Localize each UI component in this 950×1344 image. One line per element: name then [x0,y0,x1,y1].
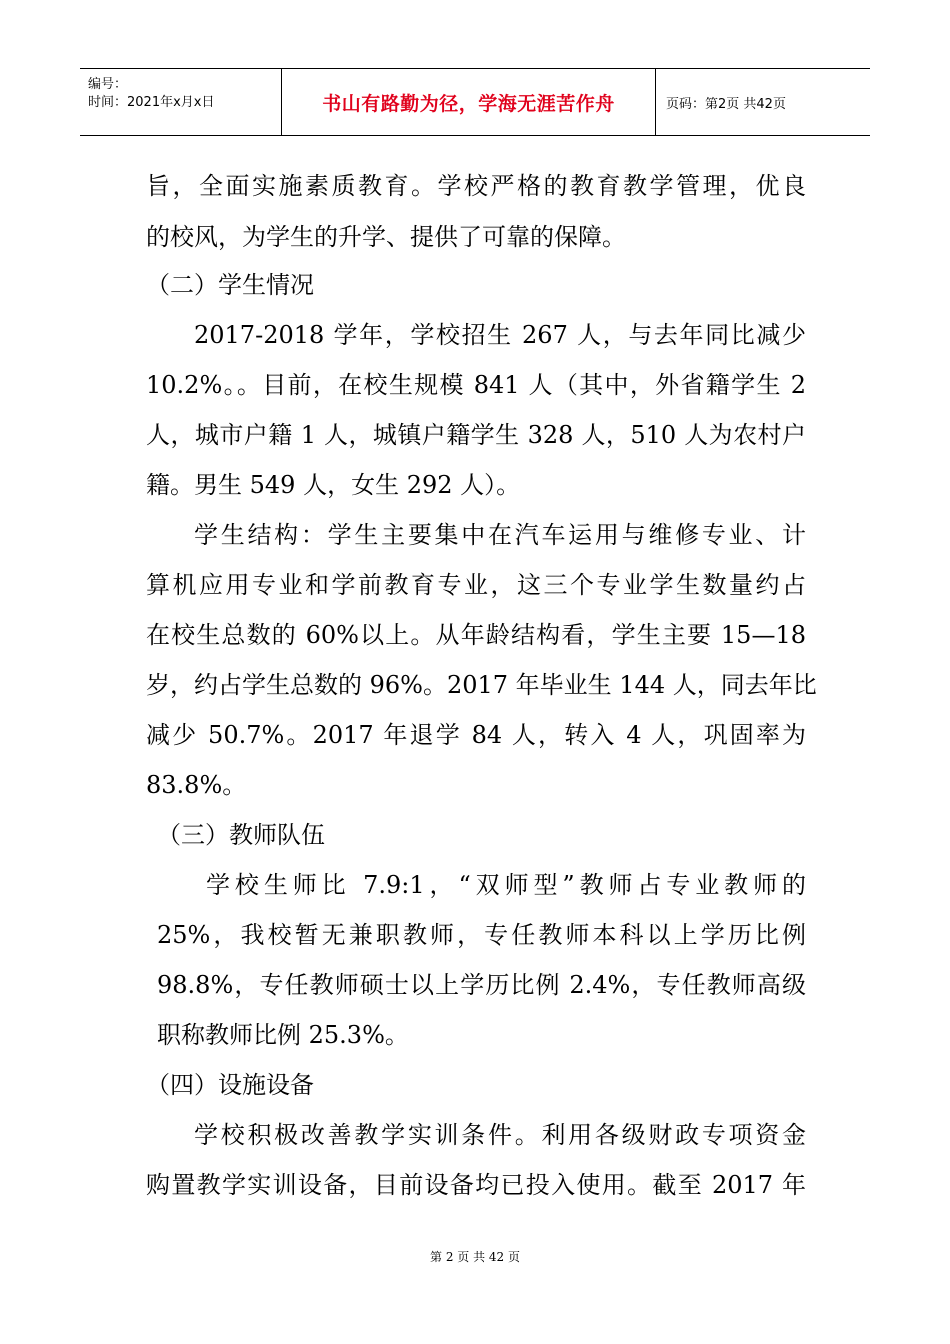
paragraph-line: 学校生师比 7.9:1，“双师型”教师占专业教师的 [206,871,806,899]
paragraph-line: 2017-2018 学年，学校招生 267 人，与去年同比减少 [194,321,806,349]
paragraph-line: 学生结构：学生主要集中在汽车运用与维修专业、计 [194,521,806,549]
paragraph-line: 职称教师比例 25.3%。 [157,1021,409,1049]
section-heading-teachers: （三）教师队伍 [157,821,325,849]
page-footer: 第 2 页 共 42 页 [430,1250,520,1264]
paragraph-line: 25%，我校暂无兼职教师，专任教师本科以上学历比例 [157,921,806,949]
paragraph-line: 旨，全面实施素质教育。学校严格的教育教学管理，优良 [146,172,806,200]
paragraph-line: 购置教学实训设备，目前设备均已投入使用。截至 2017 年 [146,1171,806,1199]
paragraph-line: 籍。男生 549 人，女生 292 人）。 [146,471,521,499]
header-page-info: 页码：第2页 共42页 [666,96,786,112]
paragraph-line: 的校风，为学生的升学、提供了可靠的保障。 [146,223,626,251]
paragraph-line: 学校积极改善教学实训条件。利用各级财政专项资金 [194,1121,806,1149]
paragraph-line: 人，城市户籍 1 人，城镇户籍学生 328 人，510 人为农村户 [146,421,806,449]
section-heading-students: （二）学生情况 [146,271,314,299]
paragraph-line: 83.8%。 [146,771,247,799]
section-heading-facilities: （四）设施设备 [146,1071,314,1099]
document-time-label: 时间：2021年x月x日 [88,95,215,110]
header-motto-cell [282,69,656,135]
paragraph-line: 岁，约占学生总数的 96%。2017 年毕业生 144 人，同去年比 [146,671,817,699]
paragraph-line: 98.8%，专任教师硕士以上学历比例 2.4%，专任教师高级 [157,971,806,999]
paragraph-line: 减少 50.7%。2017 年退学 84 人，转入 4 人，巩固率为 [146,721,806,749]
page-header [80,68,870,136]
header-motto: 书山有路勤为径，学海无涯苦作舟 [322,92,615,115]
paragraph-line: 算机应用专业和学前教育专业，这三个专业学生数量约占 [146,571,806,599]
document-number-label: 编号： [88,77,128,92]
paragraph-line: 在校生总数的 60%以上。从年龄结构看，学生主要 15—18 [146,621,806,649]
header-meta-cell [80,69,282,135]
paragraph-line: 10.2%。。目前，在校生规模 841 人（其中，外省籍学生 2 [146,371,806,399]
